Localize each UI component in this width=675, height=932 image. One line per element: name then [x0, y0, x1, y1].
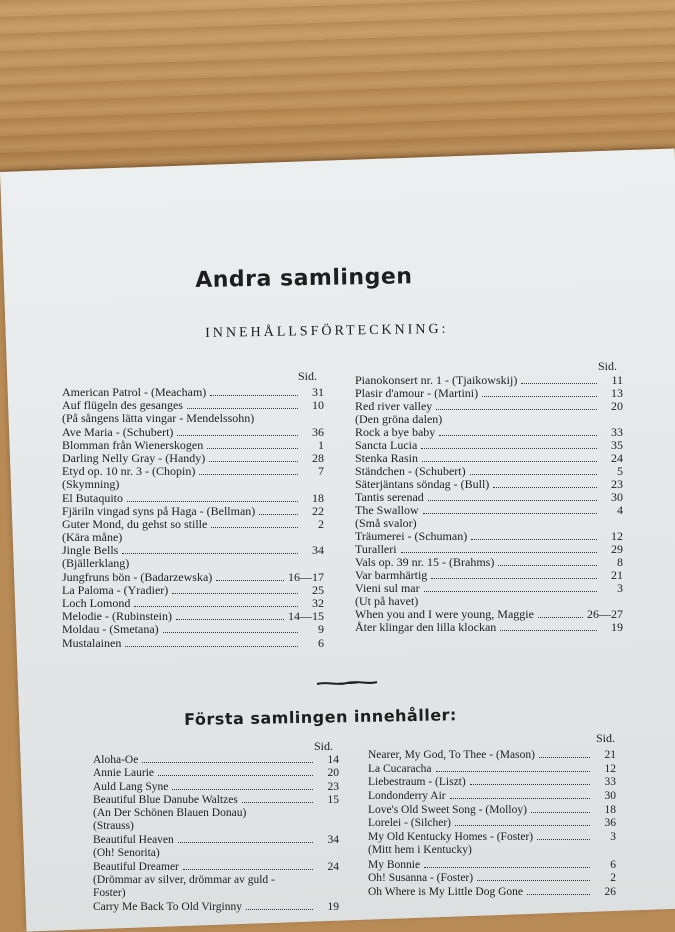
toc-entry-title: Tantis serenad: [355, 490, 424, 504]
toc-entry-page: 16—17: [288, 569, 324, 584]
dot-leader: [258, 413, 298, 422]
toc-entry-title: Oh Where is My Little Dog Gone: [368, 885, 524, 898]
toc-entry-title: Londonderry Air: [368, 790, 446, 803]
toc-entry-page: 26: [604, 885, 616, 898]
toc-entry-page: 5: [617, 464, 623, 478]
toc-entry-title: My Old Kentucky Homes - (Foster): [368, 831, 534, 844]
toc-entry-page: 24: [327, 861, 339, 874]
dot-leader: [127, 492, 298, 502]
toc-entry-title: Red river valley: [355, 399, 433, 413]
dot-leader: [531, 803, 590, 813]
dot-leader: [142, 753, 313, 763]
dot-leader: [130, 887, 313, 896]
toc-entry: [368, 803, 616, 817]
toc-entry-page: 6: [610, 858, 616, 871]
toc-entry-title: Auld Lang Syne: [93, 780, 169, 793]
toc-entry-title: Pianokonsert nr. 1 - (Tjaikowskij): [355, 373, 518, 387]
toc-entry-title: Blomman från Wienerskogen: [62, 437, 204, 452]
dot-leader: [470, 775, 590, 785]
toc-entry: [93, 793, 339, 806]
dot-leader: [537, 830, 590, 840]
dot-leader: [125, 637, 298, 647]
toc-entry-title: Ave Maria - (Schubert): [62, 424, 174, 439]
toc-entry: [62, 505, 324, 518]
toc-entry-title: Plasir d'amour - (Martini): [355, 386, 479, 400]
dot-leader: [498, 556, 597, 566]
toc-entry: [93, 780, 339, 793]
dot-leader: [187, 399, 298, 409]
dot-leader: [123, 479, 298, 488]
dot-leader: [250, 807, 313, 816]
dot-leader: [158, 766, 313, 776]
dot-leader: [199, 465, 298, 475]
toc-entry-page: 14: [327, 754, 339, 766]
toc-entry-title: Jingle Bells: [62, 543, 119, 558]
dot-leader: [216, 571, 284, 581]
dot-leader: [163, 623, 298, 633]
toc-entry-title: Träumerei - (Schuman): [355, 529, 468, 543]
dot-leader: [539, 748, 590, 758]
dot-leader: [183, 860, 313, 870]
dot-leader: [424, 582, 597, 592]
dot-leader: [538, 608, 583, 618]
dot-leader: [246, 900, 313, 910]
toc-entry-title: Foster): [93, 886, 126, 899]
toc-entry-page: 2: [610, 872, 616, 885]
toc-entry-title: Loch Lomond: [62, 596, 131, 610]
toc-entry-title: Nearer, My God, To Thee - (Mason): [368, 749, 535, 761]
toc-entry-page: 9: [318, 622, 324, 637]
toc-entry-title: Auf flügeln des gesanges: [62, 398, 183, 413]
toc-entry-title: Moldau - (Smetana): [62, 622, 159, 637]
dot-leader: [172, 584, 298, 594]
toc-entry-title: Carry Me Back To Old Virginny: [93, 901, 242, 914]
toc-entry: [93, 887, 339, 900]
toc-entry-title: Liebestraum - (Liszt): [368, 776, 466, 789]
toc-entry-title: (An Der Schönen Blauen Donau): [93, 806, 247, 819]
toc-entry: [62, 557, 324, 570]
dot-leader: [138, 820, 313, 829]
toc-entry-page: 3: [610, 831, 616, 844]
toc-entry: [368, 816, 616, 830]
dot-leader: [422, 596, 597, 605]
dot-leader: [164, 847, 313, 856]
toc-entry-title: (Ut på havet): [355, 594, 419, 608]
dot-leader: [210, 386, 298, 396]
toc-entry-title: (Skymning): [62, 477, 120, 492]
toc-entry-page: 28: [312, 450, 324, 465]
toc-entry-page: 30: [604, 790, 616, 803]
toc-entry-page: 24: [611, 451, 623, 465]
toc-entry-title: (På sångens lätta vingar - Mendelssohn): [62, 411, 255, 426]
toc-entry: [368, 871, 616, 885]
toc-entry-page: 13: [611, 386, 623, 400]
toc-entry-title: Sancta Lucia: [355, 438, 418, 452]
dot-leader: [178, 833, 313, 843]
toc-entry-title: Mustalainen: [62, 635, 122, 650]
toc-entry: [93, 900, 339, 913]
toc-entry: [368, 844, 616, 858]
toc-entry-title: Etyd op. 10 nr. 3 - (Chopin): [62, 464, 196, 479]
toc-entry: [368, 748, 616, 762]
toc-entry-page: 12: [604, 762, 616, 775]
dot-leader: [172, 780, 313, 790]
toc-entry-title: Beautiful Heaven: [93, 834, 174, 847]
dot-leader: [401, 543, 597, 553]
toc-entry-title: My Bonnie: [368, 858, 421, 871]
toc-entry-title: El Butaquito: [62, 490, 123, 505]
dot-leader: [242, 793, 313, 803]
dot-leader: [450, 789, 590, 799]
toc-entry-page: 21: [611, 568, 623, 582]
ornament-divider: [316, 679, 378, 687]
dot-leader: [436, 762, 590, 772]
toc-entry-title: American Patrol - (Meacham): [62, 385, 207, 399]
toc-entry-title: Annie Laurie: [93, 767, 154, 780]
toc-entry: [93, 820, 339, 833]
toc-entry-title: Melodie - (Rubinstein): [62, 609, 172, 624]
toc-entry: [368, 775, 616, 789]
forsta-left-column: [93, 753, 339, 914]
toc-entry: [93, 807, 339, 820]
dot-leader: [177, 426, 298, 436]
toc-entry-page: 2: [318, 516, 324, 531]
dot-leader: [421, 518, 597, 527]
toc-entry-page: 31: [312, 385, 324, 399]
toc-entry-title: Säterjäntans söndag - (Bull): [355, 477, 490, 491]
toc-entry-page: 3: [617, 581, 623, 595]
toc-entry-page: 18: [604, 803, 616, 816]
dot-leader: [122, 544, 298, 554]
toc-entry-page: 20: [327, 767, 339, 780]
toc-entry-title: Guter Mond, du gehst so stille: [62, 516, 208, 531]
toc-entry-page: 35: [611, 438, 623, 452]
toc-entry: [93, 847, 339, 860]
dot-leader: [421, 439, 597, 449]
toc-entry: [62, 637, 324, 650]
toc-entry: [62, 478, 324, 491]
dot-leader: [476, 844, 590, 853]
toc-entry-page: 26—27: [587, 607, 623, 621]
toc-entry-title: Vieni sul mar: [355, 581, 420, 595]
forsta-right-column: [368, 748, 616, 899]
dot-leader: [134, 597, 298, 607]
toc-entry-title: Lorelei - (Silcher): [368, 817, 452, 830]
toc-entry-page: 23: [327, 780, 339, 793]
dot-leader: [439, 426, 597, 436]
toc-entry-title: Aloha-Oe: [93, 754, 139, 766]
dot-leader: [521, 374, 597, 384]
dot-leader: [423, 504, 597, 514]
dot-leader: [527, 885, 590, 895]
toc-entry-title: The Swallow: [355, 503, 419, 517]
andra-right-column: [355, 374, 623, 634]
toc-entry-page: 6: [318, 635, 324, 650]
toc-entry-page: 18: [312, 490, 324, 505]
toc-entry-title: Stenka Rasin: [355, 451, 418, 465]
dot-leader: [176, 610, 284, 620]
toc-entry-page: 10: [312, 398, 324, 413]
dot-leader: [500, 621, 597, 631]
toc-entry: [62, 439, 324, 452]
toc-entry: [62, 623, 324, 636]
toc-entry-title: When you and I were young, Maggie: [355, 607, 534, 621]
andra-left-column: [62, 386, 324, 650]
toc-entry-title: (Strauss): [93, 819, 134, 832]
toc-entry-page: 12: [611, 529, 623, 543]
dot-leader: [126, 532, 298, 541]
toc-entry-title: (Kära måne): [62, 530, 123, 545]
dot-leader: [477, 871, 590, 881]
dot-leader: [133, 558, 298, 567]
toc-entry: [368, 762, 616, 776]
sid-label-forsta-right: Sid.: [596, 731, 616, 745]
toc-entry-page: 1: [318, 437, 324, 452]
toc-entry: [93, 874, 339, 887]
toc-entry-page: 23: [611, 477, 623, 491]
toc-entry-title: (Den gröna dalen): [355, 412, 443, 426]
toc-entry-title: Love's Old Sweet Song - (Molloy): [368, 803, 527, 816]
toc-entry-page: 34: [312, 543, 324, 558]
toc-entry: [62, 492, 324, 505]
toc-entry: [62, 571, 324, 584]
toc-entry: [93, 753, 339, 766]
toc-entry: [368, 789, 616, 803]
toc-entry-title: Var barmhärtig: [355, 568, 428, 582]
toc-entry-page: 21: [604, 749, 616, 761]
dot-leader: [259, 505, 298, 515]
toc-entry-title: (Mitt hem i Kentucky): [368, 843, 472, 856]
dot-leader: [279, 874, 313, 883]
toc-entry: [368, 858, 616, 872]
toc-entry: [93, 860, 339, 873]
toc-entry-page: 20: [611, 399, 623, 413]
toc-entry-title: Jungfruns bön - (Badarzewska): [62, 569, 213, 584]
toc-entry-title: La Cucaracha: [368, 762, 432, 775]
dot-leader: [436, 400, 597, 410]
toc-entry: [368, 830, 616, 844]
dot-leader: [431, 569, 597, 579]
sid-label-forsta-left: Sid.: [314, 739, 334, 753]
toc-entry-title: Beautiful Blue Danube Waltzes: [93, 794, 238, 807]
toc-entry: [355, 621, 623, 634]
toc-entry-title: Darling Nelly Gray - (Handy): [62, 450, 206, 465]
toc-entry-title: Åter klingar den lilla klockan: [355, 620, 497, 634]
toc-entry-page: 36: [312, 424, 324, 439]
dot-leader: [211, 518, 298, 528]
toc-entry-title: Fjäriln vingad syns på Haga - (Bellman): [62, 503, 256, 518]
toc-entry-title: Beautiful Dreamer: [93, 861, 179, 874]
toc-entry: [62, 426, 324, 439]
dot-leader: [209, 452, 298, 462]
toc-entry: [93, 833, 339, 846]
toc-entry-page: 19: [327, 901, 339, 914]
toc-entry-page: 29: [611, 542, 623, 556]
toc-entry-page: 14—15: [288, 609, 324, 624]
dot-leader: [471, 530, 597, 540]
toc-entry-title: Ständchen - (Schubert): [355, 464, 466, 478]
toc-entry: [93, 766, 339, 779]
dot-leader: [428, 491, 597, 501]
dot-leader: [424, 858, 590, 868]
toc-entry-page: 33: [611, 425, 623, 439]
section-title: Andra samlingen: [195, 264, 413, 293]
toc-entry-title: (Drömmar av silver, drömmar av guld -: [93, 873, 275, 886]
toc-entry-title: La Paloma - (Yradier): [62, 582, 169, 597]
toc-entry: [368, 885, 616, 899]
toc-entry-page: 25: [312, 582, 324, 597]
toc-entry-title: Rock a bye baby: [355, 425, 436, 439]
toc-entry-title: Oh! Susanna - (Foster): [368, 872, 474, 885]
toc-entry-page: 8: [617, 555, 623, 569]
toc-entry-title: Turalleri: [355, 542, 397, 556]
sid-label-left: Sid.: [298, 369, 318, 383]
dot-leader: [482, 387, 597, 397]
dot-leader: [470, 465, 597, 475]
toc-entry-title: Vals op. 39 nr. 15 - (Brahms): [355, 555, 495, 569]
dot-leader: [207, 439, 298, 449]
toc-entry-title: (Små svalor): [355, 516, 417, 530]
toc-entry-page: 22: [312, 503, 324, 518]
toc-entry: [62, 412, 324, 425]
toc-entry-page: 34: [327, 834, 339, 847]
toc-entry-page: 19: [611, 620, 623, 634]
toc-entry-page: 11: [611, 373, 623, 387]
dot-leader: [493, 478, 597, 488]
toc-entry-page: 36: [604, 817, 616, 830]
toc-heading: INNEHÅLLSFÖRTECKNING:: [205, 321, 449, 341]
toc-entry-page: 32: [312, 596, 324, 610]
toc-entry-page: 30: [611, 490, 623, 504]
toc-entry-title: (Bjällerklang): [62, 556, 130, 571]
forsta-heading: Första samlingen innehåller:: [184, 705, 458, 729]
dot-leader: [422, 452, 597, 462]
toc-entry-page: 33: [604, 776, 616, 789]
dot-leader: [455, 816, 590, 826]
toc-entry-page: 4: [617, 503, 623, 517]
dot-leader: [446, 414, 597, 423]
toc-entry-title: (Oh! Senorita): [93, 846, 160, 859]
toc-entry-page: 7: [318, 464, 324, 479]
sid-label-right: Sid.: [598, 359, 618, 373]
toc-entry-page: 15: [327, 794, 339, 807]
